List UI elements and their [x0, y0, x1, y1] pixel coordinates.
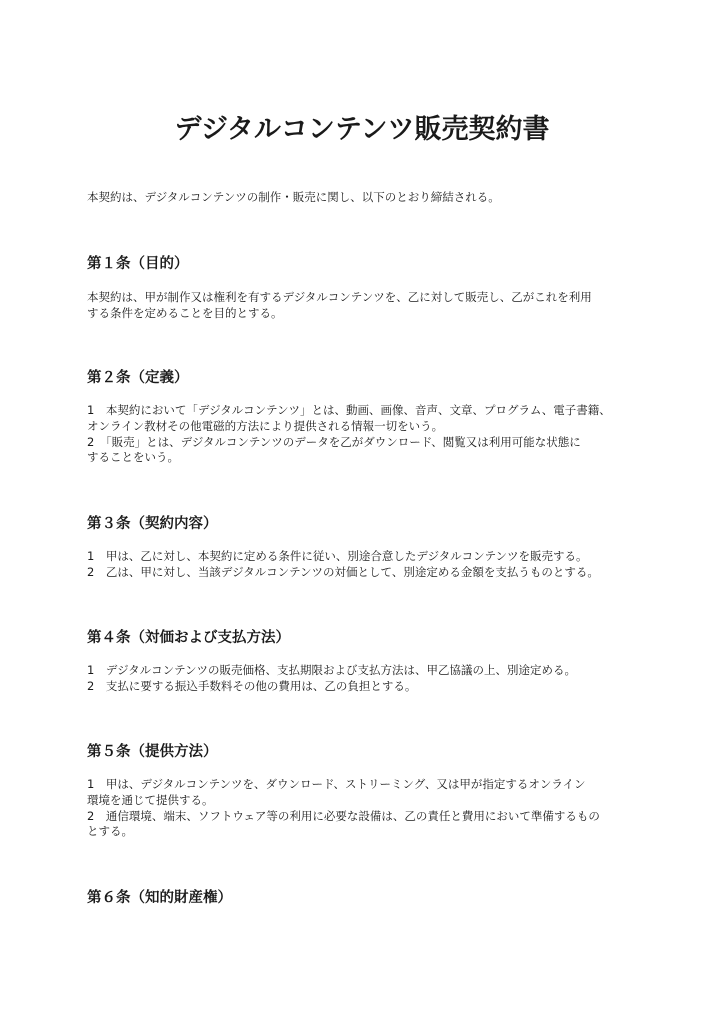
article-4-body: 1 デジタルコンテンツの販売価格、支払期限および支払方法は、甲乙協議の上、別途定める。 2 支払に要する振込手数料その他の費用は、乙の負担とする。 — [87, 663, 577, 693]
article-2-body: 1 本契約において「デジタルコンテンツ」とは、動画、画像、音声、文章、プログラム、電子書籍、 オンライン教材その他電磁的方法により提供される情報一切をいう。 2 「販売」とは、デジタルコンテンツのデータを乙がダウンロード、閲覧又は利用可能な状態に することをいう。 — [87, 403, 611, 465]
document-title: デジタルコンテンツ販売契約書 — [174, 114, 550, 145]
article-6-heading: 第６条（知的財産権） — [87, 890, 232, 906]
article-2-heading: 第２条（定義） — [87, 370, 189, 386]
article-5-body: 1 甲は、デジタルコンテンツを、ダウンロード、ストリーミング、又は甲が指定するオンライン 環境を通じて提供する。 2 通信環境、端末、ソフトウェア等の利用に必要な設備は、乙の責任と費用において準備するもの とする。 — [87, 777, 600, 839]
article-4-heading: 第４条（対価および支払方法） — [87, 630, 290, 646]
article-3-heading: 第３条（契約内容） — [87, 516, 218, 532]
article-5-heading: 第５条（提供方法） — [87, 744, 218, 760]
article-1-heading: 第１条（目的） — [87, 256, 189, 272]
intro-paragraph: 本契約は、デジタルコンテンツの制作・販売に関し、以下のとおり締結される。 — [87, 190, 500, 204]
article-1-body: 本契約は、甲が制作又は権利を有するデジタルコンテンツを、乙に対して販売し、乙がこれを利用 する条件を定めることを目的とする。 — [87, 290, 592, 320]
article-3-body: 1 甲は、乙に対し、本契約に定める条件に従い、別途合意したデジタルコンテンツを販売する。 2 乙は、甲に対し、当該デジタルコンテンツの対価として、別途定める金額を支払うものとする。 — [87, 549, 599, 579]
